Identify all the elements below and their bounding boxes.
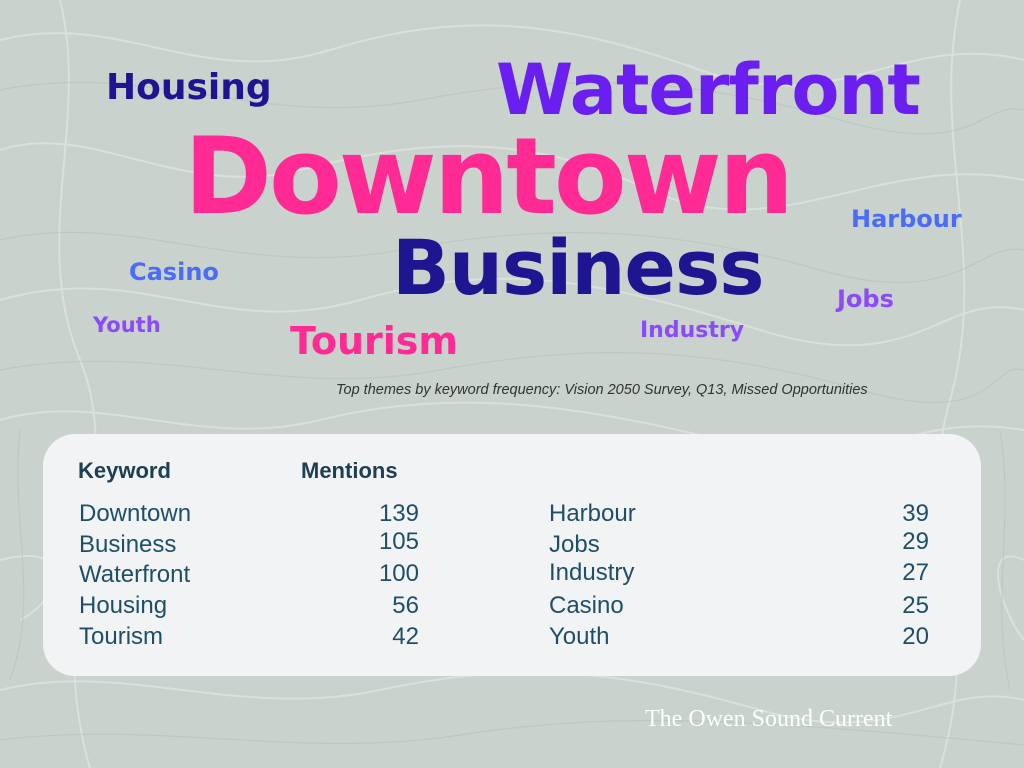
table-row-mentions: 56: [392, 592, 419, 619]
table-row-keyword: Harbour: [549, 500, 636, 527]
table-row-keyword: Housing: [79, 592, 168, 619]
word-youth: Youth: [93, 313, 161, 337]
table-row-mentions: 39: [902, 500, 929, 527]
table-row-mentions: 20: [902, 623, 929, 650]
word-industry: Industry: [640, 318, 745, 343]
publisher-credit: The Owen Sound Current: [645, 706, 893, 732]
table-row-keyword: Tourism: [79, 623, 164, 650]
figure-caption: Top themes by keyword frequency: Vision 2050 Survey, Q13, Missed Opportunities: [336, 382, 868, 398]
table-row-keyword: Business: [79, 531, 177, 558]
table-row-mentions: 29: [902, 528, 929, 555]
table-row-keyword: Youth: [549, 623, 610, 650]
word-tourism: Tourism: [290, 319, 459, 363]
keyword-column-header: Keyword: [78, 458, 171, 483]
table-row-mentions: 42: [392, 623, 419, 650]
word-waterfront: Waterfront: [496, 49, 920, 131]
word-downtown: Downtown: [184, 115, 792, 238]
table-row-keyword: Industry: [549, 559, 635, 586]
word-casino: Casino: [129, 258, 219, 286]
table-row-keyword: Downtown: [79, 500, 192, 527]
word-jobs: Jobs: [837, 285, 894, 313]
keyword-table-card: [43, 434, 981, 676]
table-row-mentions: 139: [378, 500, 419, 527]
word-housing: Housing: [106, 67, 272, 108]
mentions-column-header: Mentions: [301, 458, 398, 483]
table-row-mentions: 100: [378, 560, 419, 587]
table-row-mentions: 27: [902, 559, 929, 586]
table-row-mentions: 105: [378, 528, 419, 555]
table-row-keyword: Waterfront: [79, 561, 191, 588]
word-business: Business: [392, 223, 764, 312]
table-row-keyword: Jobs: [549, 531, 600, 558]
table-row-keyword: Casino: [549, 592, 624, 619]
word-harbour: Harbour: [851, 205, 962, 233]
table-row-mentions: 25: [902, 592, 929, 619]
